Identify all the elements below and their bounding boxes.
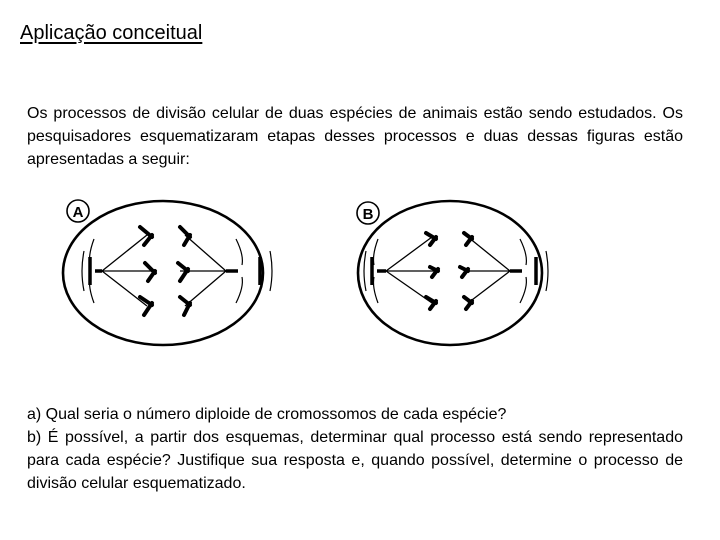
cell-division-figures <box>60 195 560 365</box>
question-b: b) É possível, a partir dos esquemas, determinar qual processo está sendo representado para cada espécie? Justifique sua resposta e, quando possível, determine o processo de divisão celular esquematizado. <box>27 429 683 492</box>
question-a: a) Qual seria o número diploide de cromossomos de cada espécie? <box>27 406 507 423</box>
cell-a-diagram <box>63 200 272 345</box>
cell-b-diagram <box>357 201 548 345</box>
intro-paragraph: Os processos de divisão celular de duas espécies de animais estão sendo estudados. Os pesquisadores esquematizaram etapas desses processos e duas dessas figuras estão apresentadas a seguir: <box>27 105 683 168</box>
figure-a-label: A <box>72 204 84 221</box>
page-title: Aplicação conceitual <box>20 22 203 44</box>
figure-b-label: B <box>362 206 374 223</box>
